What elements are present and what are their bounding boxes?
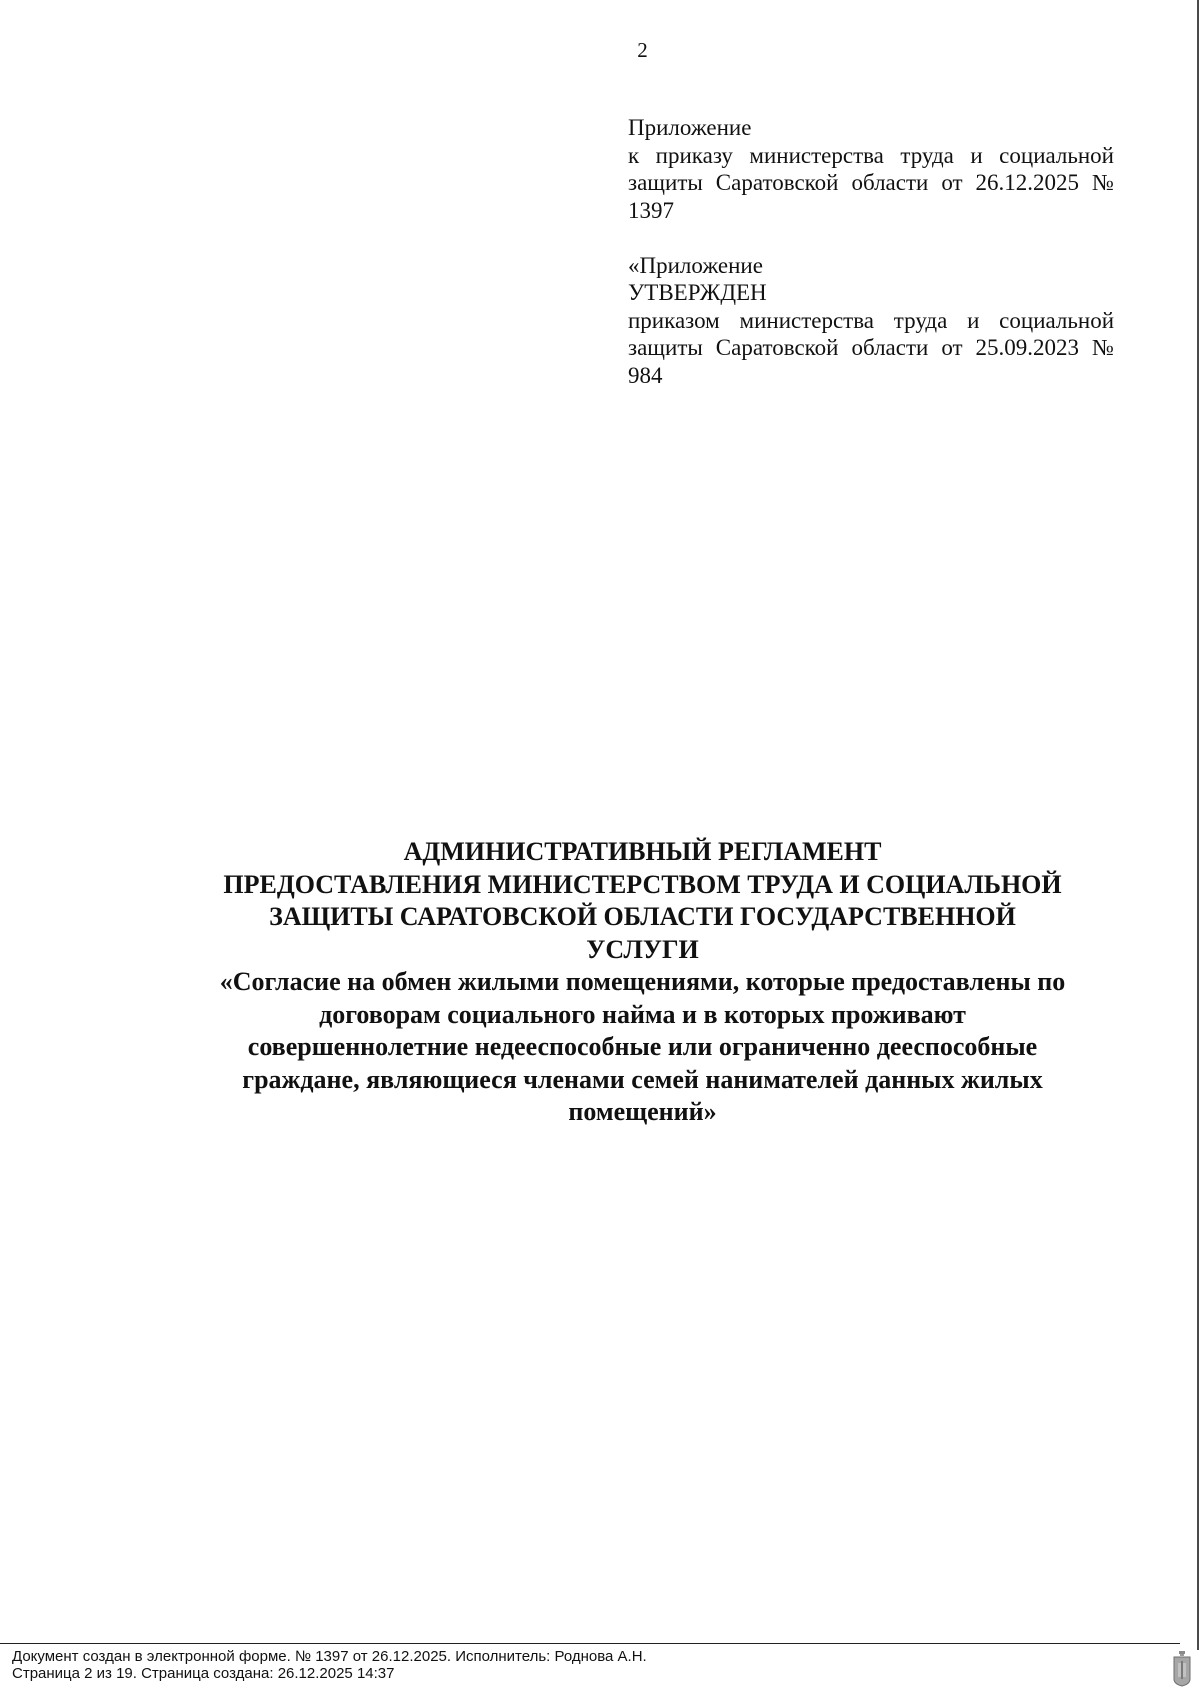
title-line: АДМИНИСТРАТИВНЫЙ РЕГЛАМЕНТ <box>403 837 882 866</box>
title-line: УСЛУГИ <box>586 934 699 964</box>
document-title <box>150 836 1135 1129</box>
appendix-title: Приложение <box>628 115 752 140</box>
page-edge-line <box>1197 0 1199 1650</box>
service-name-line: граждане, являющиеся членами семей нанимателей данных жилых <box>242 1064 1043 1094</box>
appendix-order-ref: к приказу министерства труда и социальной защиты Саратовской области от 26.12.2025 № 1397 <box>628 142 1114 223</box>
service-name-line: помещений» <box>568 1097 717 1126</box>
appendix-block <box>628 114 1114 389</box>
service-name-line: «Согласие на обмен жилыми помещениями, которые предоставлены по <box>219 967 1066 996</box>
coat-of-arms-icon <box>1172 1651 1192 1687</box>
footer-document-info: Документ создан в электронной форме. № 1397 от 26.12.2025. Исполнитель: Роднова А.Н. <box>12 1648 647 1665</box>
title-line: ПРЕДОСТАВЛЕНИЯ МИНИСТЕРСТВОМ ТРУДА И СОЦИАЛЬНОЙ <box>223 869 1062 899</box>
approved-label: УТВЕРЖДЕН <box>628 280 767 305</box>
document-footer <box>12 1648 647 1682</box>
title-line: ЗАЩИТЫ САРАТОВСКОЙ ОБЛАСТИ ГОСУДАРСТВЕННОЙ <box>269 902 1016 931</box>
appendix-spacer <box>628 224 1114 252</box>
footer-page-info: Страница 2 из 19. Страница создана: 26.12.2025 14:37 <box>12 1665 395 1682</box>
service-name-line: совершеннолетние недееспособные или ограниченно дееспособные <box>247 1032 1038 1061</box>
page-number: 2 <box>637 38 648 62</box>
footer-divider <box>0 1643 1180 1644</box>
service-name-line: договорам социального найма и в которых проживают <box>319 999 966 1029</box>
approved-by-order: приказом министерства труда и социальной защиты Саратовской области от 25.09.2023 № 984 <box>628 307 1114 388</box>
appendix-quoted-title: «Приложение <box>628 252 763 278</box>
